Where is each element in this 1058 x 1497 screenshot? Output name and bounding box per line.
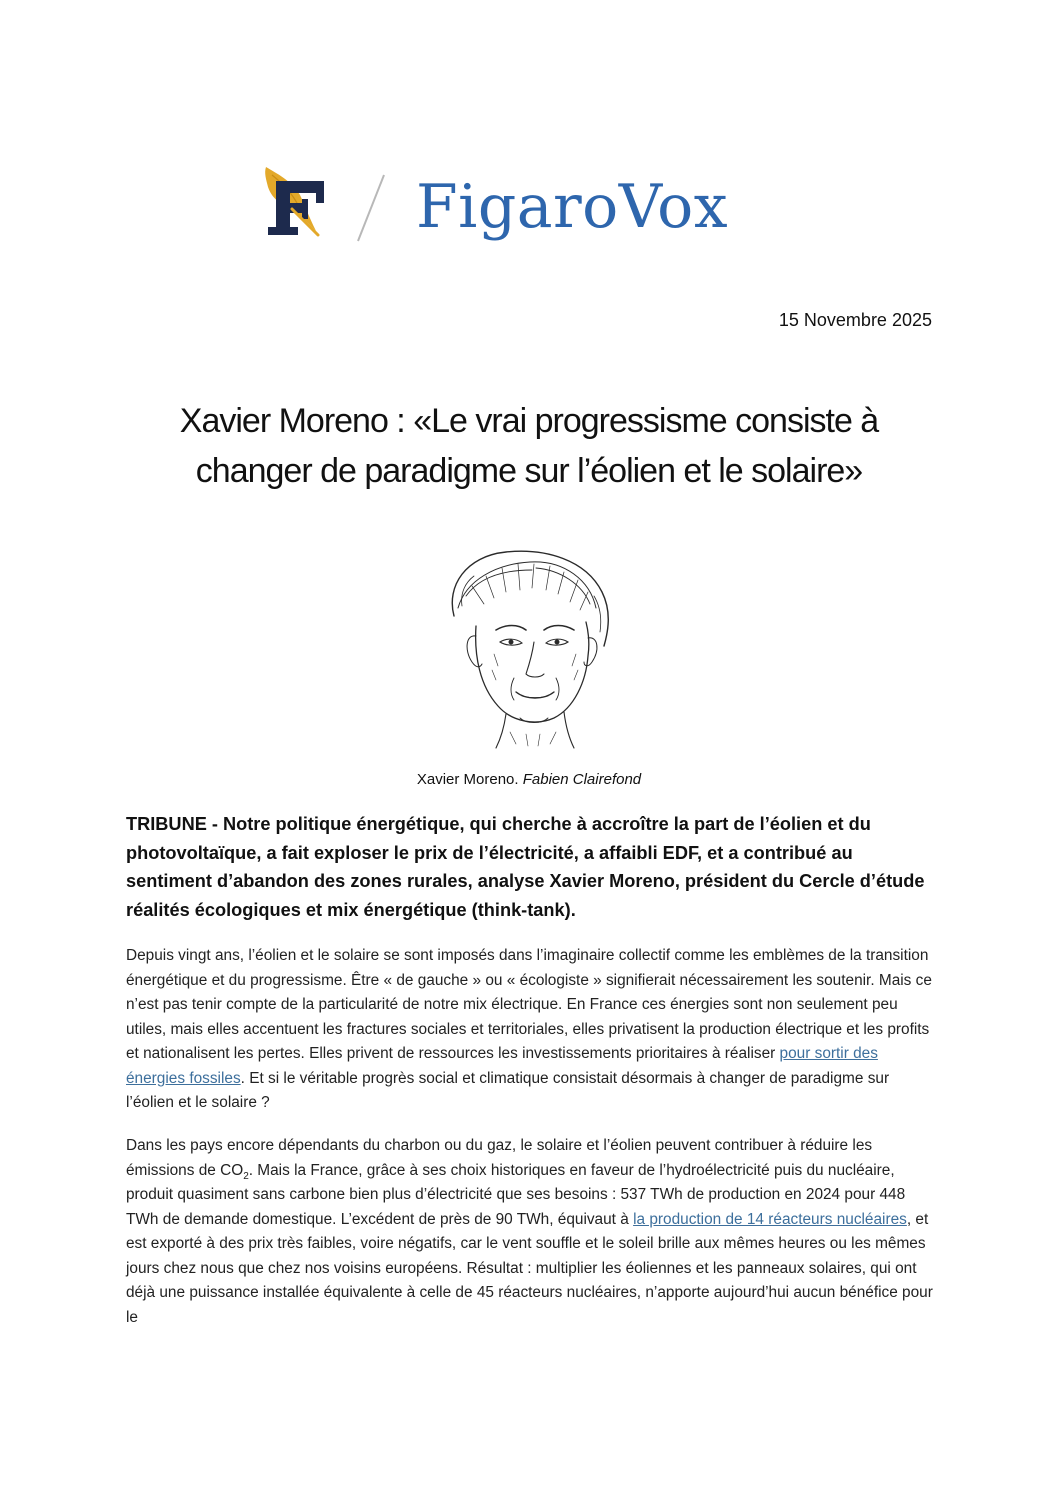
paragraph-2-text-b: . Mais la France, grâce à ses choix historiques en faveur de l’hydroélectricité puis du nucléaire, produit quasiment sans carbone bien plus d’électricité que ses besoins : 537 TWh de production en 2024 pour 448 TWh de demande domestique. L’excédent de près de 90 TWh, équivaut à	[126, 1161, 906, 1228]
headline-line-2: changer de paradigme sur l’éolien et le solaire»	[195, 452, 863, 490]
slash-divider-icon	[354, 173, 388, 243]
figaro-f-quill-icon	[262, 165, 330, 237]
caption-subject: Xavier Moreno.	[416, 771, 519, 788]
article-headline	[100, 396, 958, 496]
paragraph-1-text-b: . Et si le véritable progrès social et climatique consistait désormais à changer de paradigme sur l’éolien et le solaire ?	[126, 1069, 890, 1111]
photo-caption	[200, 770, 858, 790]
masthead	[262, 165, 802, 255]
paragraph-1-text-a: Depuis vingt ans, l’éolien et le solaire se sont imposés dans l’imaginaire collectif comme les emblèmes de la transition énergétique et du progressisme. Être « de gauche » ou « écologiste » signifierait nécessairement les soutenir. Mais ce n’est pas tenir compte de la particularité de notre mix électrique. En France ces énergies sont non seulement peu utiles, mais elles accentuent les fractures sociales et territoriales, elles privatisent la production électrique et les profits et nationalisent les pertes. Elles privent de ressources les investissements prioritaires à réaliser	[126, 947, 932, 1062]
headline-line-1: Xavier Moreno : «Le vrai progressisme consiste à	[179, 402, 879, 440]
portrait-sketch-icon	[436, 546, 622, 750]
link-fossil-energy[interactable]: pour sortir des énergies fossiles	[126, 1045, 878, 1087]
paragraph-2-text-a: Dans les pays encore dépendants du charbon ou du gaz, le solaire et l’éolien peuvent contribuer à réduire les émissions de CO	[126, 1137, 873, 1179]
body-paragraph-1	[126, 944, 936, 1116]
brand-name[interactable]: FigaroVox	[416, 172, 729, 242]
body-paragraph-2	[126, 1134, 936, 1330]
caption-credit: Fabien Clairefond	[522, 771, 642, 788]
link-14-reactors[interactable]: la production de 14 réacteurs nucléaires	[633, 1210, 907, 1228]
paragraph-2-text-c: , et est exporté à des prix très faibles, voire négatifs, car le vent souffle et le soleil brille aux mêmes heures ou les mêmes jours chez nous que chez nos voisins européens. Résultat : multiplier les éoliennes et les panneaux solaires, qui ont déjà une puissance installée équivalente à celle de 45 réacteurs nucléaires, n’apporte aujourd’hui aucun bénéfice pour le	[126, 1210, 933, 1326]
co2-subscript: 2	[243, 1170, 249, 1182]
publication-date: 15 Novembre 2025	[778, 310, 932, 330]
article-standfirst: TRIBUNE - Notre politique énergétique, qui cherche à accroître la part de l’éolien et du photovoltaïque, a fait exploser le prix de l’électricité, a affaibli EDF, et a contribué au sentiment d’abandon des zones rurales, analyse Xavier Moreno, président du Cercle d’étude réalités écologiques et mix énergétique (think-tank).	[126, 814, 925, 920]
